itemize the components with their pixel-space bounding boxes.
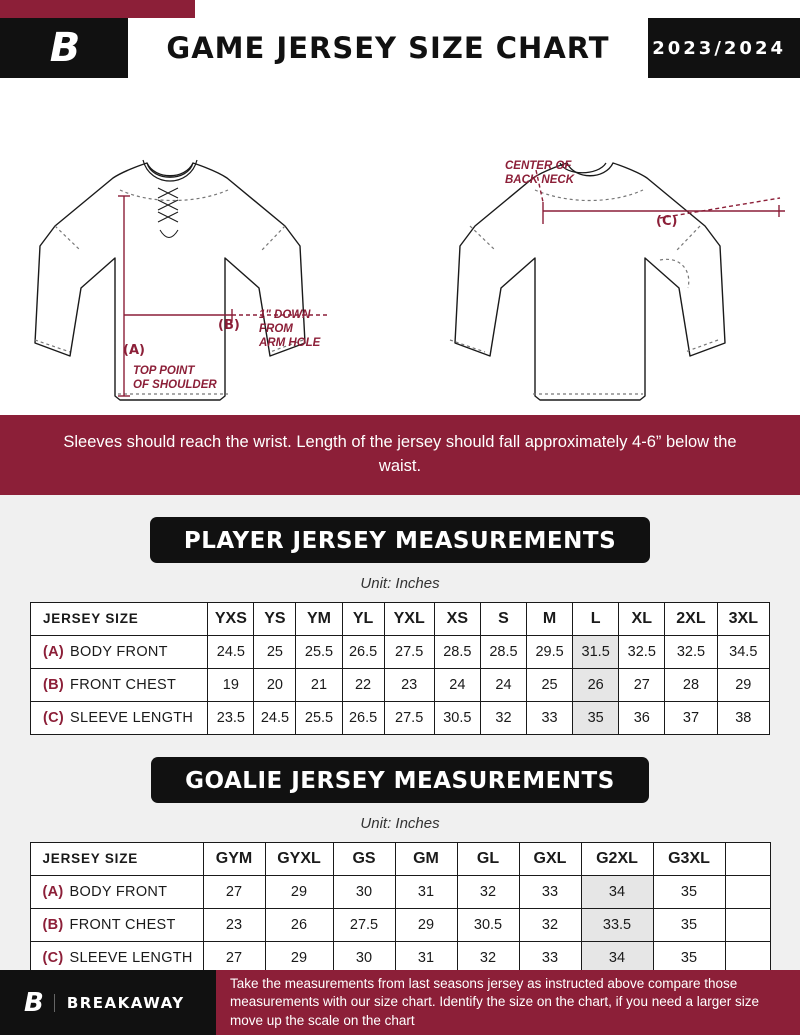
cell: 28.5 xyxy=(480,635,526,668)
cell: 35 xyxy=(653,908,725,941)
note-armhole-3: ARM HOLE xyxy=(259,337,321,349)
table-row xyxy=(31,668,770,701)
cell: 30.5 xyxy=(434,701,480,734)
row-label: SLEEVE LENGTH xyxy=(69,949,193,966)
player-size-header: YXL xyxy=(384,602,434,635)
cell: 28.5 xyxy=(434,635,480,668)
measurements-body xyxy=(0,495,800,983)
goalie-size-header: GXL xyxy=(519,842,581,875)
note-backneck-1: CENTER OF xyxy=(505,160,572,172)
player-size-header: YM xyxy=(296,602,342,635)
goalie-section-title: GOALIE JERSEY MEASUREMENTS xyxy=(151,757,649,803)
player-size-header: M xyxy=(527,602,573,635)
cell: 31 xyxy=(395,941,457,974)
cell: 36 xyxy=(619,701,665,734)
logo-letter: B xyxy=(49,25,79,71)
player-measurements-table xyxy=(30,602,770,735)
goalie-size-header: G3XL xyxy=(653,842,725,875)
cell: 34 xyxy=(581,941,653,974)
cell: 29 xyxy=(265,941,333,974)
player-size-header: YS xyxy=(254,602,296,635)
page-title: GAME JERSEY SIZE CHART xyxy=(166,31,610,65)
cell: 31.5 xyxy=(573,635,619,668)
player-row-label xyxy=(31,635,208,668)
goalie-row-label xyxy=(30,875,203,908)
cell: 33 xyxy=(519,941,581,974)
cell: 27 xyxy=(619,668,665,701)
note-backneck-2: BACK NECK xyxy=(505,174,574,186)
cell: 19 xyxy=(208,668,254,701)
player-size-header: 3XL xyxy=(717,602,769,635)
row-label: FRONT CHEST xyxy=(69,916,176,933)
player-table-header-row xyxy=(31,602,770,635)
note-armhole-1: 1" DOWN xyxy=(259,309,311,321)
cell: 24.5 xyxy=(208,635,254,668)
player-size-header: XS xyxy=(434,602,480,635)
cell: 27.5 xyxy=(384,635,434,668)
note-shoulder-2: OF SHOULDER xyxy=(133,379,217,391)
cell: 28 xyxy=(665,668,717,701)
table-row xyxy=(30,908,770,941)
footer-logo-letter: B xyxy=(24,987,44,1018)
cell: 31 xyxy=(395,875,457,908)
goalie-row-label xyxy=(30,908,203,941)
cell: 26.5 xyxy=(342,701,384,734)
row-label: SLEEVE LENGTH xyxy=(70,709,194,726)
cell: 27.5 xyxy=(333,908,395,941)
footer-brand-block xyxy=(0,970,216,1035)
season-label: 2023/2024 xyxy=(652,37,786,59)
cell: 33 xyxy=(527,701,573,734)
player-size-header: S xyxy=(480,602,526,635)
cell: 32 xyxy=(519,908,581,941)
cell: 26 xyxy=(573,668,619,701)
cell: 23 xyxy=(203,908,265,941)
row-label: BODY FRONT xyxy=(70,643,168,660)
label-c: (C) xyxy=(656,214,678,229)
cell: 32 xyxy=(457,941,519,974)
goalie-measurements-table xyxy=(30,842,771,975)
header-accent-bar xyxy=(0,0,195,18)
label-b: (B) xyxy=(218,318,240,333)
cell: 38 xyxy=(717,701,769,734)
player-size-header: XL xyxy=(619,602,665,635)
goalie-size-header: GM xyxy=(395,842,457,875)
page-footer xyxy=(0,970,800,1035)
cell: 35 xyxy=(653,941,725,974)
player-row-label xyxy=(31,701,208,734)
player-size-header: 2XL xyxy=(665,602,717,635)
cell: 29 xyxy=(265,875,333,908)
cell: 24 xyxy=(434,668,480,701)
goalie-size-header: GS xyxy=(333,842,395,875)
player-section-header xyxy=(0,495,800,563)
table-row xyxy=(30,875,770,908)
goalie-size-header: GYM xyxy=(203,842,265,875)
label-a: (A) xyxy=(123,343,145,358)
cell: 37 xyxy=(665,701,717,734)
player-header-label: JERSEY SIZE xyxy=(31,602,208,635)
cell: 20 xyxy=(254,668,296,701)
cell: 23.5 xyxy=(208,701,254,734)
spacer-cell xyxy=(725,842,770,875)
goalie-unit: Unit: Inches xyxy=(360,814,440,832)
page-header xyxy=(0,0,800,78)
cell: 33.5 xyxy=(581,908,653,941)
cell: 27.5 xyxy=(384,701,434,734)
cell: 26 xyxy=(265,908,333,941)
player-section-title: PLAYER JERSEY MEASUREMENTS xyxy=(150,517,650,563)
cell: 30.5 xyxy=(457,908,519,941)
cell: 25.5 xyxy=(296,635,342,668)
fit-note: Sleeves should reach the wrist. Length of the jersey should fall approximately 4-6” below the waist. xyxy=(0,415,800,495)
player-size-header: L xyxy=(573,602,619,635)
cell: 27 xyxy=(203,875,265,908)
cell: 32.5 xyxy=(665,635,717,668)
table-row xyxy=(31,635,770,668)
note-armhole-2: FROM xyxy=(259,323,293,335)
cell: 34.5 xyxy=(717,635,769,668)
cell: 33 xyxy=(519,875,581,908)
footer-brand-name: BREAKAWAY xyxy=(54,994,185,1012)
player-size-header: YL xyxy=(342,602,384,635)
cell: 32 xyxy=(457,875,519,908)
player-unit: Unit: Inches xyxy=(360,574,440,592)
cell: 25 xyxy=(527,668,573,701)
cell: 23 xyxy=(384,668,434,701)
cell: 29 xyxy=(395,908,457,941)
footer-instructions: Take the measurements from last seasons jersey as instructed above compare those measurements with our size chart. Identify the size on the chart, if you need a larger size move up the scale on the chart xyxy=(216,970,800,1035)
row-ref: (C) xyxy=(43,709,65,726)
goalie-size-header: GL xyxy=(457,842,519,875)
cell: 26.5 xyxy=(342,635,384,668)
jersey-diagram xyxy=(0,78,800,415)
row-label: BODY FRONT xyxy=(69,883,168,900)
cell: 24 xyxy=(480,668,526,701)
note-shoulder-1: TOP POINT xyxy=(133,365,195,377)
cell: 29.5 xyxy=(527,635,573,668)
cell: 32 xyxy=(480,701,526,734)
cell: 24.5 xyxy=(254,701,296,734)
cell: 21 xyxy=(296,668,342,701)
row-label: FRONT CHEST xyxy=(70,676,177,693)
goalie-size-header: G2XL xyxy=(581,842,653,875)
cell: 32.5 xyxy=(619,635,665,668)
goalie-table-header-row xyxy=(30,842,770,875)
page-title-box xyxy=(128,18,648,78)
cell: 35 xyxy=(573,701,619,734)
row-ref: (C) xyxy=(42,949,64,966)
brand-logo xyxy=(0,18,128,78)
spacer-cell xyxy=(725,875,770,908)
row-ref: (B) xyxy=(43,676,65,693)
goalie-section-header xyxy=(0,735,800,803)
cell: 35 xyxy=(653,875,725,908)
cell: 25.5 xyxy=(296,701,342,734)
cell: 30 xyxy=(333,941,395,974)
row-ref: (B) xyxy=(42,916,64,933)
table-row xyxy=(31,701,770,734)
row-ref: (A) xyxy=(43,643,65,660)
jersey-diagram-svg xyxy=(0,78,800,415)
player-row-label xyxy=(31,668,208,701)
cell: 30 xyxy=(333,875,395,908)
cell: 22 xyxy=(342,668,384,701)
cell: 25 xyxy=(254,635,296,668)
cell: 34 xyxy=(581,875,653,908)
spacer-cell xyxy=(725,908,770,941)
goalie-header-label: JERSEY SIZE xyxy=(30,842,203,875)
player-size-header: YXS xyxy=(208,602,254,635)
goalie-size-header: GYXL xyxy=(265,842,333,875)
cell: 29 xyxy=(717,668,769,701)
row-ref: (A) xyxy=(42,883,64,900)
cell: 27 xyxy=(203,941,265,974)
